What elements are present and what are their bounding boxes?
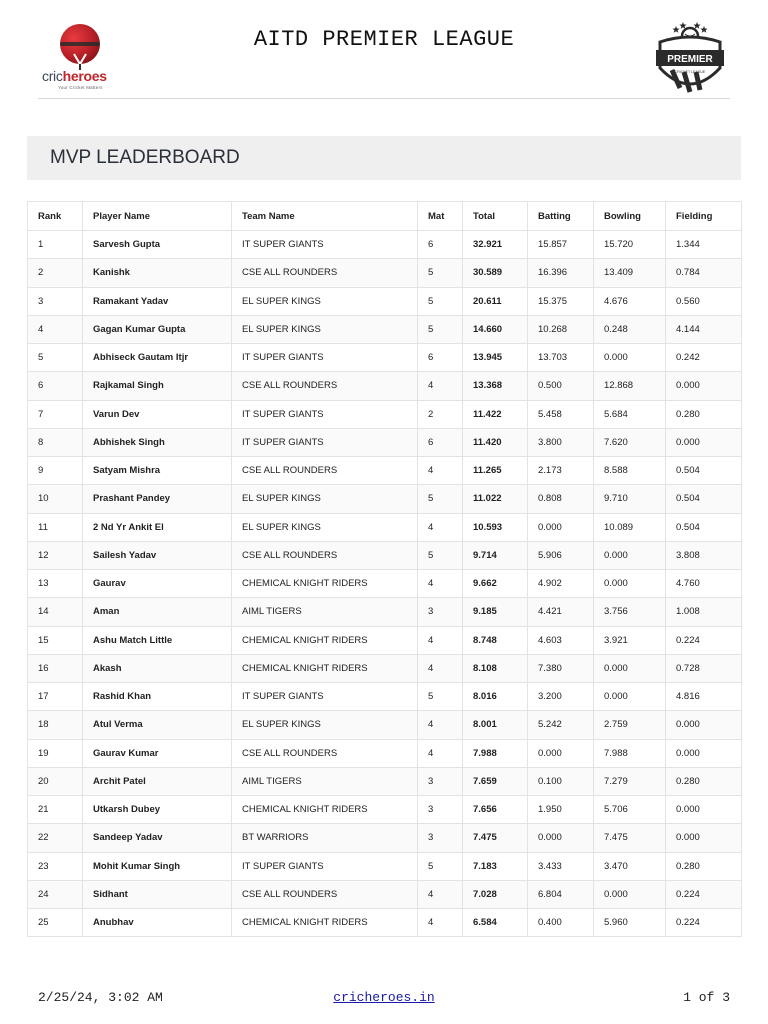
total-cell: 8.748 [463,626,528,654]
player-name-cell: Ashu Match Little [83,626,232,654]
fielding-cell: 4.760 [666,570,742,598]
matches-cell: 5 [418,259,463,287]
fielding-cell: 0.280 [666,400,742,428]
total-cell: 7.659 [463,767,528,795]
team-name-cell: CSE ALL ROUNDERS [232,457,418,485]
team-name-cell: CHEMICAL KNIGHT RIDERS [232,796,418,824]
total-cell: 20.611 [463,287,528,315]
matches-cell: 6 [418,344,463,372]
table-row [28,909,742,937]
bowling-cell: 0.000 [594,570,666,598]
table-header-row [28,202,742,231]
player-name-cell: Satyam Mishra [83,457,232,485]
section-title: MVP LEADERBOARD [50,147,240,168]
cricheroes-link[interactable]: cricheroes.in [333,990,435,1005]
table-row [28,485,742,513]
matches-cell: 4 [418,739,463,767]
fielding-cell: 0.000 [666,711,742,739]
total-cell: 11.420 [463,428,528,456]
column-header-bowling: Bowling [594,202,666,231]
total-cell: 7.988 [463,739,528,767]
player-name-cell: Akash [83,654,232,682]
player-name-cell: Gaurav [83,570,232,598]
bowling-cell: 9.710 [594,485,666,513]
leaderboard-table [27,201,742,937]
batting-cell: 4.902 [528,570,594,598]
bowling-cell: 0.248 [594,315,666,343]
column-header-fielding: Fielding [666,202,742,231]
rank-cell: 4 [28,315,83,343]
matches-cell: 6 [418,428,463,456]
team-name-cell: IT SUPER GIANTS [232,683,418,711]
fielding-cell: 0.504 [666,485,742,513]
team-name-cell: CSE ALL ROUNDERS [232,372,418,400]
column-header-team-name: Team Name [232,202,418,231]
team-name-cell: EL SUPER KINGS [232,287,418,315]
matches-cell: 4 [418,909,463,937]
bowling-cell: 7.988 [594,739,666,767]
table-row [28,654,742,682]
bowling-cell: 7.475 [594,824,666,852]
rank-cell: 21 [28,796,83,824]
table-row [28,231,742,259]
matches-cell: 5 [418,852,463,880]
rank-cell: 15 [28,626,83,654]
bowling-cell: 3.921 [594,626,666,654]
print-timestamp: 2/25/24, 3:02 AM [38,990,163,1005]
bowling-cell: 8.588 [594,457,666,485]
fielding-cell: 0.242 [666,344,742,372]
bowling-cell: 12.868 [594,372,666,400]
rank-cell: 10 [28,485,83,513]
batting-cell: 13.703 [528,344,594,372]
bowling-cell: 2.759 [594,711,666,739]
bowling-cell: 3.756 [594,598,666,626]
rank-cell: 3 [28,287,83,315]
table-row [28,880,742,908]
total-cell: 9.714 [463,541,528,569]
total-cell: 10.593 [463,513,528,541]
matches-cell: 5 [418,315,463,343]
total-cell: 14.660 [463,315,528,343]
table-row [28,767,742,795]
bowling-cell: 10.089 [594,513,666,541]
team-name-cell: IT SUPER GIANTS [232,852,418,880]
brand-wordmark: cricheroes [42,68,107,84]
bowling-cell: 0.000 [594,344,666,372]
total-cell: 7.475 [463,824,528,852]
fielding-cell: 1.008 [666,598,742,626]
fielding-cell: 1.344 [666,231,742,259]
table-row [28,570,742,598]
brand-tagline: Your Cricket Matters [58,85,103,90]
team-name-cell: IT SUPER GIANTS [232,231,418,259]
player-name-cell: Archit Patel [83,767,232,795]
batting-cell: 0.500 [528,372,594,400]
leaderboard-body [28,231,742,937]
bowling-cell: 0.000 [594,541,666,569]
batting-cell: 7.380 [528,654,594,682]
batting-cell: 5.906 [528,541,594,569]
total-cell: 8.016 [463,683,528,711]
fielding-cell: 0.224 [666,626,742,654]
matches-cell: 4 [418,372,463,400]
total-cell: 7.183 [463,852,528,880]
fielding-cell: 0.560 [666,287,742,315]
fielding-cell: 0.504 [666,457,742,485]
team-name-cell: AIML TIGERS [232,598,418,626]
player-name-cell: Rashid Khan [83,683,232,711]
batting-cell: 15.375 [528,287,594,315]
column-header-matches: Mat [418,202,463,231]
player-name-cell: Kanishk [83,259,232,287]
player-name-cell: Ramakant Yadav [83,287,232,315]
matches-cell: 4 [418,513,463,541]
fielding-cell: 0.280 [666,852,742,880]
bowling-cell: 15.720 [594,231,666,259]
batting-cell: 1.950 [528,796,594,824]
player-name-cell: Aman [83,598,232,626]
matches-cell: 3 [418,767,463,795]
batting-cell: 5.458 [528,400,594,428]
page-bottom-margin [0,954,768,1024]
matches-cell: 5 [418,541,463,569]
fielding-cell: 0.784 [666,259,742,287]
total-cell: 7.656 [463,796,528,824]
total-cell: 7.028 [463,880,528,908]
total-cell: 13.945 [463,344,528,372]
rank-cell: 16 [28,654,83,682]
team-name-cell: EL SUPER KINGS [232,485,418,513]
matches-cell: 4 [418,880,463,908]
player-name-cell: Sandeep Yadav [83,824,232,852]
table-row [28,513,742,541]
batting-cell: 4.603 [528,626,594,654]
batting-cell: 0.000 [528,739,594,767]
matches-cell: 3 [418,598,463,626]
player-name-cell: Sidhant [83,880,232,908]
batting-cell: 3.800 [528,428,594,456]
fielding-cell: 4.816 [666,683,742,711]
rank-cell: 7 [28,400,83,428]
team-name-cell: EL SUPER KINGS [232,711,418,739]
table-row [28,287,742,315]
batting-cell: 0.400 [528,909,594,937]
rank-cell: 25 [28,909,83,937]
rank-cell: 24 [28,880,83,908]
team-name-cell: CSE ALL ROUNDERS [232,880,418,908]
fielding-cell: 0.000 [666,372,742,400]
team-name-cell: IT SUPER GIANTS [232,400,418,428]
team-name-cell: CSE ALL ROUNDERS [232,739,418,767]
fielding-cell: 0.728 [666,654,742,682]
column-header-total: Total [463,202,528,231]
header-divider [38,98,730,99]
player-name-cell: Gagan Kumar Gupta [83,315,232,343]
fielding-cell: 0.224 [666,880,742,908]
table-row [28,428,742,456]
bowling-cell: 5.706 [594,796,666,824]
batting-cell: 3.200 [528,683,594,711]
matches-cell: 5 [418,485,463,513]
fielding-cell: 0.000 [666,796,742,824]
player-name-cell: 2 Nd Yr Ankit El [83,513,232,541]
bowling-cell: 4.676 [594,287,666,315]
player-name-cell: Abhiseck Gautam Itjr [83,344,232,372]
player-name-cell: Rajkamal Singh [83,372,232,400]
table-row [28,400,742,428]
matches-cell: 4 [418,711,463,739]
column-header-batting: Batting [528,202,594,231]
rank-cell: 12 [28,541,83,569]
team-name-cell: CHEMICAL KNIGHT RIDERS [232,909,418,937]
batting-cell: 5.242 [528,711,594,739]
team-name-cell: EL SUPER KINGS [232,513,418,541]
total-cell: 11.265 [463,457,528,485]
table-row [28,344,742,372]
total-cell: 8.108 [463,654,528,682]
rank-cell: 13 [28,570,83,598]
batting-cell: 0.000 [528,824,594,852]
batting-cell: 10.268 [528,315,594,343]
column-header-player-name: Player Name [83,202,232,231]
fielding-cell: 0.504 [666,513,742,541]
total-cell: 9.185 [463,598,528,626]
batting-cell: 4.421 [528,598,594,626]
rank-cell: 1 [28,231,83,259]
total-cell: 8.001 [463,711,528,739]
player-name-cell: Prashant Pandey [83,485,232,513]
rank-cell: 17 [28,683,83,711]
team-name-cell: CSE ALL ROUNDERS [232,541,418,569]
rank-cell: 22 [28,824,83,852]
rank-cell: 9 [28,457,83,485]
matches-cell: 4 [418,626,463,654]
bowling-cell: 3.470 [594,852,666,880]
total-cell: 30.589 [463,259,528,287]
svg-text:CRICKET LEAGUE: CRICKET LEAGUE [674,70,706,74]
matches-cell: 3 [418,796,463,824]
team-name-cell: CHEMICAL KNIGHT RIDERS [232,654,418,682]
rank-cell: 2 [28,259,83,287]
matches-cell: 2 [418,400,463,428]
fielding-cell: 0.224 [666,909,742,937]
total-cell: 9.662 [463,570,528,598]
matches-cell: 3 [418,824,463,852]
footer-link-container [0,990,768,1005]
bowling-cell: 13.409 [594,259,666,287]
player-name-cell: Abhishek Singh [83,428,232,456]
team-name-cell: BT WARRIORS [232,824,418,852]
rank-cell: 20 [28,767,83,795]
table-row [28,711,742,739]
premier-league-badge-icon [652,18,728,96]
table-row [28,372,742,400]
column-header-rank: Rank [28,202,83,231]
batting-cell: 3.433 [528,852,594,880]
batting-cell: 2.173 [528,457,594,485]
page-indicator: 1 of 3 [683,990,730,1005]
rank-cell: 6 [28,372,83,400]
rank-cell: 11 [28,513,83,541]
table-row [28,626,742,654]
fielding-cell: 0.000 [666,739,742,767]
bowling-cell: 5.960 [594,909,666,937]
table-row [28,852,742,880]
total-cell: 13.368 [463,372,528,400]
table-row [28,683,742,711]
rank-cell: 14 [28,598,83,626]
batting-cell: 15.857 [528,231,594,259]
team-name-cell: EL SUPER KINGS [232,315,418,343]
total-cell: 32.921 [463,231,528,259]
total-cell: 6.584 [463,909,528,937]
fielding-cell: 0.000 [666,824,742,852]
batting-cell: 0.000 [528,513,594,541]
table-row [28,541,742,569]
bowling-cell: 7.620 [594,428,666,456]
team-name-cell: CHEMICAL KNIGHT RIDERS [232,570,418,598]
fielding-cell: 4.144 [666,315,742,343]
player-name-cell: Sarvesh Gupta [83,231,232,259]
table-row [28,259,742,287]
bowling-cell: 0.000 [594,654,666,682]
player-name-cell: Varun Dev [83,400,232,428]
table-row [28,796,742,824]
team-name-cell: CHEMICAL KNIGHT RIDERS [232,626,418,654]
matches-cell: 5 [418,683,463,711]
team-name-cell: AIML TIGERS [232,767,418,795]
matches-cell: 6 [418,231,463,259]
rank-cell: 18 [28,711,83,739]
table-row [28,824,742,852]
total-cell: 11.022 [463,485,528,513]
rank-cell: 8 [28,428,83,456]
rank-cell: 23 [28,852,83,880]
team-name-cell: IT SUPER GIANTS [232,344,418,372]
batting-cell: 0.100 [528,767,594,795]
fielding-cell: 0.280 [666,767,742,795]
total-cell: 11.422 [463,400,528,428]
player-name-cell: Gaurav Kumar [83,739,232,767]
batting-cell: 16.396 [528,259,594,287]
matches-cell: 4 [418,654,463,682]
rank-cell: 19 [28,739,83,767]
table-row [28,598,742,626]
rank-cell: 5 [28,344,83,372]
player-name-cell: Sailesh Yadav [83,541,232,569]
fielding-cell: 0.000 [666,428,742,456]
matches-cell: 5 [418,287,463,315]
bowling-cell: 0.000 [594,683,666,711]
batting-cell: 0.808 [528,485,594,513]
player-name-cell: Atul Verma [83,711,232,739]
team-name-cell: IT SUPER GIANTS [232,428,418,456]
svg-text:PREMIER: PREMIER [667,54,713,65]
matches-cell: 4 [418,457,463,485]
player-name-cell: Utkarsh Dubey [83,796,232,824]
bowling-cell: 7.279 [594,767,666,795]
table-row [28,315,742,343]
table-row [28,739,742,767]
batting-cell: 6.804 [528,880,594,908]
table-row [28,457,742,485]
bowling-cell: 5.684 [594,400,666,428]
team-name-cell: CSE ALL ROUNDERS [232,259,418,287]
fielding-cell: 3.808 [666,541,742,569]
document-title: AITD PREMIER LEAGUE [253,27,515,52]
player-name-cell: Mohit Kumar Singh [83,852,232,880]
matches-cell: 4 [418,570,463,598]
bowling-cell: 0.000 [594,880,666,908]
section-banner [27,136,741,180]
player-name-cell: Anubhav [83,909,232,937]
